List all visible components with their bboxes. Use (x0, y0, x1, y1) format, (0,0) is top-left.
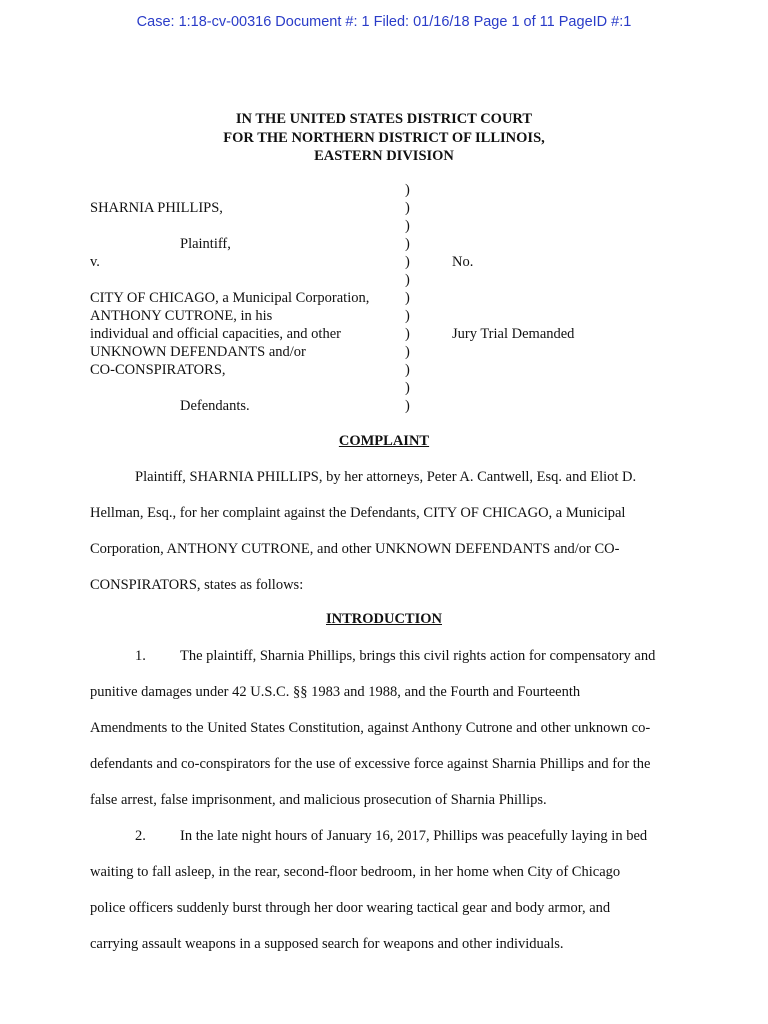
paragraph-2-line-4: carrying assault weapons in a supposed search for weapons and other individuals. (90, 936, 564, 952)
paragraph-2-line-2: waiting to fall asleep, in the rear, second-floor bedroom, in her home when City of Chicago (90, 864, 621, 880)
introduction-heading: INTRODUCTION (325, 611, 442, 627)
caption-paren: ) (405, 380, 410, 396)
paragraph-1-line-2: punitive damages under 42 U.S.C. §§ 1983 and 1988, and the Fourth and Fourteenth (90, 684, 581, 700)
paragraph-1-line-3: Amendments to the United States Constitution, against Anthony Cutrone and other unknown co- (90, 720, 651, 736)
court-title-line-2: FOR THE NORTHERN DISTRICT OF ILLINOIS, (223, 129, 545, 146)
caption-paren: ) (405, 218, 410, 234)
paragraph-1-line-1: The plaintiff, Sharnia Phillips, brings this civil rights action for compensatory and (180, 648, 656, 664)
case-header-stamp: Case: 1:18-cv-00316 Document #: 1 Filed: 01/16/18 Page 1 of 11 PageID #:1 (136, 14, 632, 30)
defendants-label: Defendants. (180, 398, 250, 414)
caption-paren: ) (405, 200, 410, 216)
intro-line-3: Corporation, ANTHONY CUTRONE, and other UNKNOWN DEFENDANTS and/or CO- (90, 541, 620, 557)
paragraph-2-number: 2. (135, 828, 146, 844)
paragraph-2-line-3: police officers suddenly burst through her door wearing tactical gear and body armor, and (90, 900, 611, 916)
paragraph-1 (90, 638, 680, 962)
intro-line-4: CONSPIRATORS, states as follows: (90, 577, 304, 593)
defendant-line-4: UNKNOWN DEFENDANTS and/or (90, 344, 306, 360)
court-title-line-1: IN THE UNITED STATES DISTRICT COURT (235, 111, 533, 127)
caption-paren: ) (405, 308, 410, 324)
paragraph-2-line-1: In the late night hours of January 16, 2017, Phillips was peacefully laying in bed (180, 828, 648, 844)
paragraph-1-line-5: false arrest, false imprisonment, and malicious prosecution of Sharnia Phillips. (90, 792, 547, 808)
paragraph-1-line-4: defendants and co-conspirators for the use of excessive force against Sharnia Phillips and for the (90, 756, 651, 772)
caption-paren: ) (405, 272, 410, 288)
court-title (0, 110, 768, 166)
defendant-line-3: individual and official capacities, and other (90, 326, 341, 342)
case-number-label: No. (452, 254, 474, 270)
caption-paren: ) (405, 362, 410, 378)
intro-paragraph (90, 459, 680, 603)
defendant-line-5: CO-CONSPIRATORS, (90, 362, 226, 378)
paragraph-1-number: 1. (135, 648, 146, 664)
intro-line-1: Plaintiff, SHARNIA PHILLIPS, by her attorneys, Peter A. Cantwell, Esq. and Eliot D. (135, 469, 637, 485)
caption-paren: ) (405, 236, 410, 252)
versus: v. (90, 254, 100, 270)
plaintiff-label: Plaintiff, (180, 236, 231, 252)
complaint-heading: COMPLAINT (338, 433, 430, 449)
defendant-line-2: ANTHONY CUTRONE, in his (90, 308, 273, 324)
caption-paren: ) (405, 254, 410, 270)
caption-paren: ) (405, 326, 410, 342)
plaintiff-name: SHARNIA PHILLIPS, (90, 200, 223, 216)
court-title-line-3: EASTERN DIVISION (314, 148, 454, 164)
caption-paren: ) (405, 344, 410, 360)
defendant-line-1: CITY OF CHICAGO, a Municipal Corporation, (90, 290, 370, 306)
intro-line-2: Hellman, Esq., for her complaint against the Defendants, CITY OF CHICAGO, a Municipal (90, 505, 626, 521)
caption-paren: ) (405, 290, 410, 306)
caption-paren: ) (405, 398, 410, 414)
caption-paren: ) (405, 182, 410, 198)
jury-trial-demanded: Jury Trial Demanded (452, 326, 575, 342)
